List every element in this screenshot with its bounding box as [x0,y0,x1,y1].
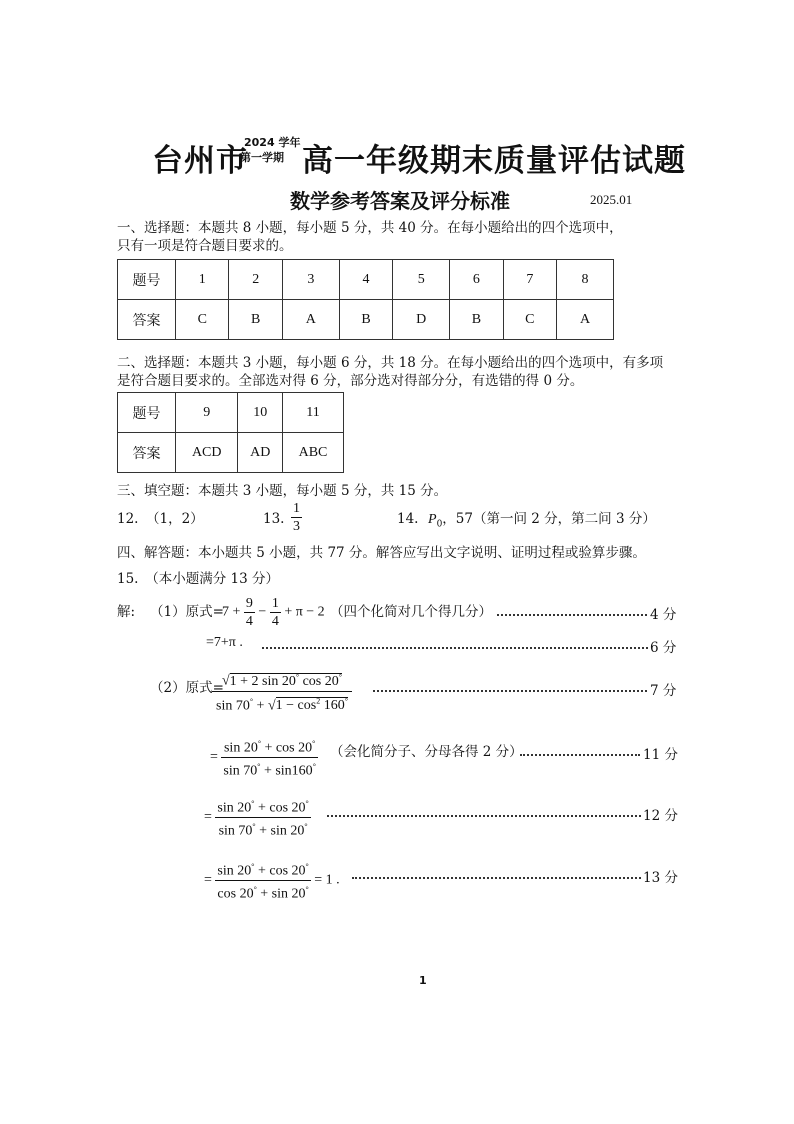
leader-dots [262,647,648,649]
q14-sub: 0 [436,519,443,530]
answer-cell: C [503,300,556,340]
solution-label: 解: [117,604,136,620]
question-number: 7 [503,260,556,300]
q13-fraction [291,500,302,535]
part1-note: （四个化简对几个得几分） [330,604,492,620]
leader-dots [497,614,647,616]
answer-cell: AD [238,433,283,473]
section3-intro: 三、填空题：本题共 3 小题，每小题 5 分，共 15 分。 [117,483,448,499]
leader-dots [373,690,647,692]
row-label: 题号 [118,393,176,433]
question-number: 1 [176,260,229,300]
leader-dots [327,815,641,817]
subtitle: 数学参考答案及评分标准 [290,189,510,213]
q12-answer: （1，2） [146,511,204,527]
part2-final-tail: = 1 . [314,872,340,888]
q13-label: 13. [263,511,285,527]
answer-cell: ABC [282,433,343,473]
section1-intro-line2: 只有一项是符合题目要求的。 [117,238,293,254]
title-main: 高一年级期末质量评估试题 [302,143,686,179]
q14-rest: ，57（第一问 2 分，第二问 3 分） [442,511,656,527]
row-label: 答案 [118,300,176,340]
q13-numerator: 1 [293,501,300,516]
question-number: 8 [557,260,614,300]
leader-dots [352,877,641,879]
table-row [118,393,344,433]
section2-intro-line2: 是符合题目要求的。全部选对得 6 分，部分选对得部分分，有选错的得 0 分。 [117,373,584,389]
part1-expression: 7 + $\frac{9}{4}$ − $\frac{1}{4}$ + π − 2 [222,596,325,629]
q15-header: 15. （本小题满分 13 分） [117,571,279,587]
answer-cell: B [450,300,503,340]
part1-result: =7+π . [206,635,243,650]
score-label: 7 分 [650,683,677,699]
q14-p: P [428,512,437,527]
answer-cell: D [393,300,450,340]
title-term: 第一学期 [240,151,284,164]
answer-cell: A [557,300,614,340]
row-label: 答案 [118,433,176,473]
question-number: 10 [238,393,283,433]
question-number: 6 [450,260,503,300]
part2-step1-expression: $\frac{√1 + 2 \sin 20^\circ \cos 20^\circ}{\sin 70^\circ + √1 - \cos^2 160^\circ}$ [212,667,352,715]
q14-label: 14. [397,511,419,527]
part2-label: （2）原式= [150,680,224,696]
row-label: 题号 [118,260,176,300]
answer-cell: C [176,300,229,340]
q13-denominator: 3 [293,519,300,534]
part2-step3-expression: = $\frac{\sin 20^\circ + \cos 20^\circ}{\sin 70^\circ + \sin 20^\circ}$ [204,795,311,839]
part1-label: （1）原式= [150,604,224,620]
section2-intro-line1: 二、选择题：本题共 3 小题，每小题 6 分，共 18 分。在每小题给出的四个选项中，有多项 [117,355,664,371]
title-year: 2024 学年 [244,136,301,149]
title-city: 台州市 [152,143,248,179]
question-number: 11 [282,393,343,433]
table-row [118,433,344,473]
question-number: 5 [393,260,450,300]
part2-step4-expression: = $\frac{\sin 20^\circ + \cos 20^\circ}{\cos 20^\circ + \sin 20^\circ}$ = 1 . [204,858,340,902]
section1-intro-line1: 一、选择题：本题共 8 小题，每小题 5 分，共 40 分。在每小题给出的四个选项中， [117,220,623,236]
question-number: 3 [282,260,339,300]
answer-cell: B [229,300,282,340]
section4-intro: 四、解答题：本小题共 5 小题，共 77 分。解答应写出文字说明、证明过程或验算步骤。 [117,545,646,561]
answer-cell: A [282,300,339,340]
leader-dots [520,754,640,756]
page-number: 1 [419,974,427,987]
q14-answer [428,510,656,534]
answer-cell: ACD [176,433,238,473]
score-label: 11 分 [643,747,678,763]
score-label: 12 分 [643,808,678,824]
part2-step2-expression: = $\frac{\sin 20^\circ + \cos 20^\circ}{\sin 70^\circ + \sin 160^\circ}$ [210,735,318,779]
q12-label: 12. [117,511,139,527]
table-row [118,300,614,340]
question-number: 2 [229,260,282,300]
question-number: 9 [176,393,238,433]
score-label: 13 分 [643,870,678,886]
section2-answer-table [117,392,344,473]
score-label: 4 分 [650,607,677,623]
answer-cell: B [339,300,392,340]
date: 2025.01 [590,192,633,207]
score-label: 6 分 [650,640,677,656]
part2-note: （会化简分子、分母各得 2 分） [330,744,523,760]
table-row [118,260,614,300]
question-number: 4 [339,260,392,300]
section1-answer-table [117,259,614,340]
